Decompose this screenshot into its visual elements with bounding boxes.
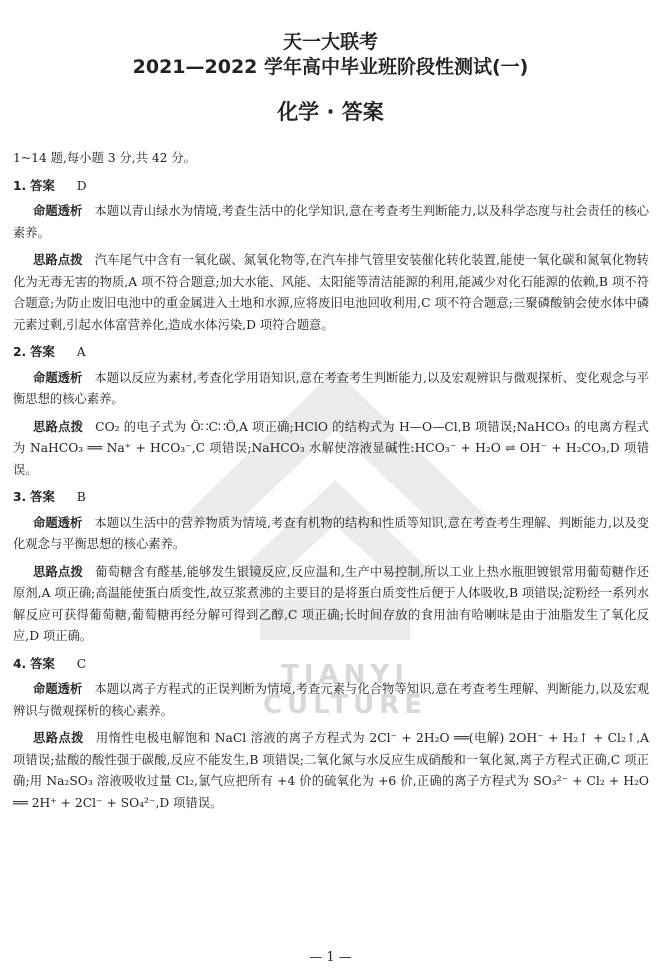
exam-name: 2021—2022 学年高中毕业班阶段性测试(一): [132, 56, 529, 78]
question-4-hint: 思路点拨 用惰性电极电解饱和 NaCl 溶液的离子方程式为 2Cl⁻ + 2H₂O ══(电解) 2OH⁻ + H₂↑ + Cl₂↑,A 项错误;盐酸的酸性强于碳酸,反应不能发生,B 项错误;二氧化氮与水反应生成硝酸和一氧化氮,离子方程式正确,C 项正确;用 Na₂SO₃ 溶液吸收过量 Cl₂,氯气应把所有 +4 价的硫氧化为 +6 价,正确的离子方程式为 SO₃²⁻ + Cl₂ + H₂O ══ 2H⁺ + 2Cl⁻ + SO₄²⁻,D 项错误。: [13, 731, 649, 810]
question-2-header: [13, 342, 649, 364]
question-4-header: [13, 654, 649, 676]
answer-label: 答案: [30, 656, 55, 671]
question-4-analysis: 命题透析 本题以离子方程式的正误判断为情境,考查元素与化合物等知识,意在考查考生理解、判断能力,以及宏观辨识与微观探析的核心素养。: [13, 682, 649, 718]
answer-value: B: [76, 490, 86, 504]
answer-label: 答案: [30, 490, 55, 504]
answer-value: C: [76, 656, 87, 671]
answer-value: D: [76, 178, 87, 193]
document-header: [0, 30, 661, 126]
question-number: 2.: [13, 345, 27, 359]
question-1-analysis: 命题透析 本题以青山绿水为情境,考查生活中的化学知识,意在考查考生判断能力,以及科学态度与社会责任的核心素养。: [13, 204, 649, 240]
question-2-hint: 思路点拨 CO₂ 的电子式为 Ö∷C∷Ö,A 项正确;HClO 的结构式为 H—O—Cl,B 项错误;NaHCO₃ 的电离方程式为 NaHCO₃ ══ Na⁺ + HCO₃⁻,C 项错误;NaHCO₃ 水解使溶液显碱性:HCO₃⁻ + H₂O ⇌ OH⁻ + H₂CO₃,D 项错误。: [13, 419, 649, 477]
answer-value: A: [76, 345, 86, 359]
question-number: 1.: [13, 178, 27, 193]
question-3-header: [13, 487, 649, 509]
question-1-header: [13, 176, 649, 198]
answer-content: [13, 148, 649, 820]
question-2-analysis: 命题透析 本题以反应为素材,考查化学用语知识,意在考查考生判断能力,以及宏观辨识与微观探析、变化观念与平衡思想的核心素养。: [13, 370, 649, 406]
answer-label: 答案: [30, 345, 55, 359]
watermark-text: TIANYI CULTURE: [262, 660, 428, 720]
question-3-hint: 思路点拨 葡萄糖含有醛基,能够发生银镜反应,反应温和,生产中易控制,所以工业上热水瓶胆镀银常用葡萄糖作还原剂,A 项正确;高温能使蛋白质变性,故豆浆煮沸的主要目的是将蛋白质变性后便于人体吸收,B 项错误;淀粉经一系列水解反应可获得葡萄糖,葡萄糖再经分解可得到乙醇,C 项正确;长时间存放的食用油有哈喇味是由于油脂发生了氧化反应,D 项正确。: [13, 564, 649, 643]
question-1-hint: 思路点拨 汽车尾气中含有一氧化碳、氮氧化物等,在汽车排气管里安装催化转化装置,能使一氧化碳和氮氧化物转化为无毒无害的物质,A 项不符合题意;加大水能、风能、太阳能等清洁能源的利用,能减少对化石能源的依赖,B 项不符合题意;为防止废旧电池中的重金属进入土地和水源,应将废旧电池回收利用,C 项不符合题意;三聚磷酸钠会使水体中磷元素过剩,引起水体富营养化,造成水体污染,D 项符合题意。: [13, 253, 649, 332]
scoring-intro: 1~14 题,每小题 3 分,共 42 分。: [13, 151, 196, 165]
answer-label: 答案: [30, 178, 55, 193]
question-number: 3.: [13, 490, 27, 504]
exam-org-title: 天一大联考: [282, 31, 378, 53]
question-3-analysis: 命题透析 本题以生活中的营养物质为情境,考查有机物的结构和性质等知识,意在考查考生理解、判断能力,以及变化观念与平衡思想的核心素养。: [13, 515, 649, 551]
page-number: — 1 —: [309, 950, 352, 965]
question-number: 4.: [13, 656, 27, 671]
subject-title: 化学 · 答案: [277, 100, 384, 124]
